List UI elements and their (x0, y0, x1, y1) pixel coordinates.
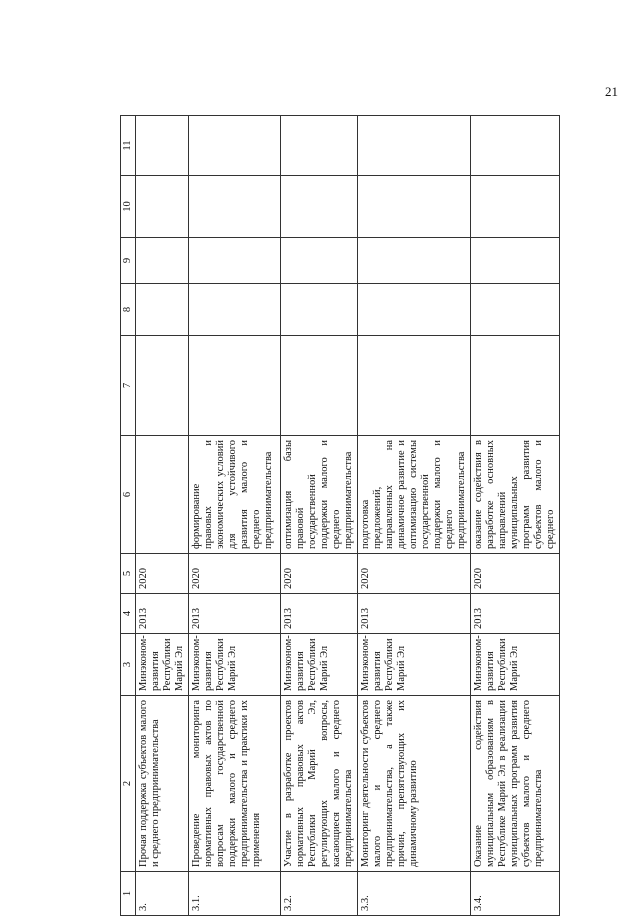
row-number: 3.4. (471, 872, 560, 916)
measure-text: Оказание содействия муниципальным образованиям в Республике Марий Эл в реализации муниципальных программ развития субъектов малого и среднего предпринимательства (471, 696, 560, 872)
end-year: 2020 (281, 554, 358, 594)
start-year: 2013 (189, 594, 281, 634)
column-header: 7 (121, 336, 136, 436)
result-text: оказание содействия в разработке основных направлений муниципальных программ развития субъектов малого и среднего (471, 436, 560, 554)
column-header: 11 (121, 116, 136, 176)
cell-c9 (358, 238, 471, 284)
cell-c8 (189, 284, 281, 336)
column-header: 5 (121, 554, 136, 594)
executor-text: Минэконом-развития Республики Марий Эл (358, 634, 471, 696)
table-row (358, 116, 471, 916)
cell-c9 (136, 238, 189, 284)
measure-text: Участие в разработке проектов нормативных правовых актов Республики Марий Эл, регулирующих вопросы, касающиеся малого и среднего предпринимательства (281, 696, 358, 872)
cell-c10 (358, 176, 471, 238)
column-header: 2 (121, 696, 136, 872)
cell-c9 (471, 238, 560, 284)
measure-text: Проведение мониторинга нормативных правовых актов по вопросам государственной поддержки малого и среднего предпринимательства и практики их применения (189, 696, 281, 872)
executor-text: Минэконом-развития Республики Марий Эл (281, 634, 358, 696)
cell-c7 (358, 336, 471, 436)
result-text: подготовка предложений, направленных на динамичное развитие и оптимизацию системы государственной поддержки малого и среднего предпринимательства (358, 436, 471, 554)
executor-text: Минэконом-развития Республики Марий Эл (136, 634, 189, 696)
end-year: 2020 (358, 554, 471, 594)
result-text (136, 436, 189, 554)
row-number: 3. (136, 872, 189, 916)
table-row (471, 116, 560, 916)
table-row (136, 116, 189, 916)
end-year: 2020 (136, 554, 189, 594)
cell-c9 (189, 238, 281, 284)
cell-c10 (136, 176, 189, 238)
result-text: формирование правовых и экономических условий для устойчивого развития малого и среднего предпринимательства (189, 436, 281, 554)
cell-c11 (136, 116, 189, 176)
cell-c11 (358, 116, 471, 176)
column-header: 3 (121, 634, 136, 696)
cell-c11 (281, 116, 358, 176)
cell-c8 (358, 284, 471, 336)
table-row (281, 116, 358, 916)
cell-c10 (189, 176, 281, 238)
column-header: 4 (121, 594, 136, 634)
column-header: 9 (121, 238, 136, 284)
cell-c11 (471, 116, 560, 176)
cell-c8 (471, 284, 560, 336)
page-number: 21 (605, 84, 618, 99)
cell-c7 (189, 336, 281, 436)
column-header: 1 (121, 872, 136, 916)
cell-c7 (281, 336, 358, 436)
end-year: 2020 (471, 554, 560, 594)
column-header: 6 (121, 436, 136, 554)
start-year: 2013 (281, 594, 358, 634)
start-year: 2013 (136, 594, 189, 634)
column-header: 10 (121, 176, 136, 238)
measure-text: Прочая поддержка субъектов малого и среднего предпринимательства (136, 696, 189, 872)
end-year: 2020 (189, 554, 281, 594)
executor-text: Минэконом-развития Республики Марий Эл (471, 634, 560, 696)
program-measures-table (120, 115, 560, 916)
cell-c10 (471, 176, 560, 238)
cell-c9 (281, 238, 358, 284)
start-year: 2013 (471, 594, 560, 634)
cell-c11 (189, 116, 281, 176)
cell-c8 (281, 284, 358, 336)
result-text: оптимизация базы правовой государственной поддержки малого и среднего предпринимательства (281, 436, 358, 554)
header-row (121, 116, 136, 916)
cell-c7 (471, 336, 560, 436)
cell-c8 (136, 284, 189, 336)
start-year: 2013 (358, 594, 471, 634)
cell-c7 (136, 336, 189, 436)
table-row (189, 116, 281, 916)
column-header: 8 (121, 284, 136, 336)
measure-text: Мониторинг деятельности субъектов малого и среднего предпринимательства, а также причин, препятствующих их динамичному развитию (358, 696, 471, 872)
row-number: 3.3. (358, 872, 471, 916)
executor-text: Минэконом-развития Республики Марий Эл (189, 634, 281, 696)
row-number: 3.1. (189, 872, 281, 916)
rotated-table-container (120, 116, 556, 916)
row-number: 3.2. (281, 872, 358, 916)
cell-c10 (281, 176, 358, 238)
